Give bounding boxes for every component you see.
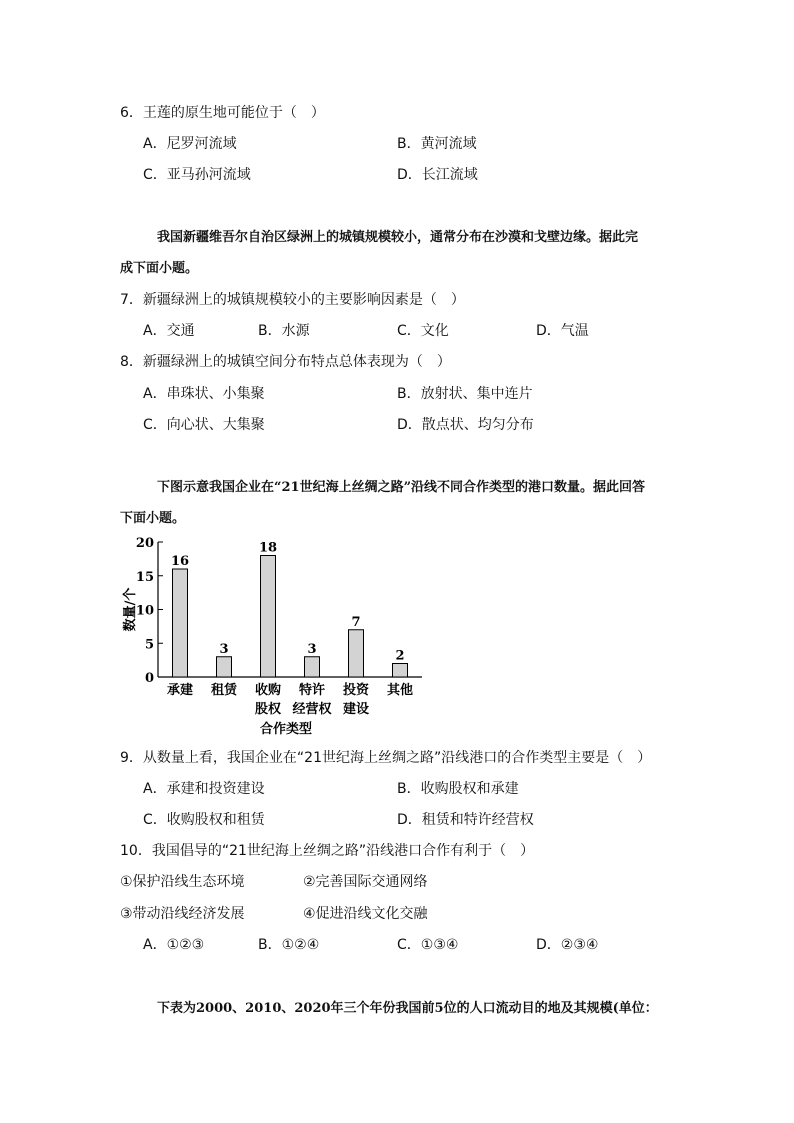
bar-value-label: 3 — [307, 641, 317, 657]
y-tick-label: 20 — [135, 536, 154, 551]
x-category-label: 承建 — [166, 683, 194, 698]
q7-option-a: A．交通 — [143, 323, 195, 339]
bar-value-label: 16 — [170, 554, 190, 569]
q6-option-d: D．长江流域 — [397, 167, 478, 183]
x-category-label: 经营权 — [292, 702, 332, 717]
x-category-label: 投资 — [342, 683, 370, 698]
x-category-label: 股权 — [254, 702, 282, 717]
bar-0 — [173, 569, 188, 677]
q10-statement-2: ②完善国际交通网络 — [303, 874, 428, 890]
bar-3 — [305, 657, 320, 677]
q6-option-a: A．尼罗河流域 — [143, 136, 237, 152]
q9-option-c: C．收购股权和租赁 — [143, 812, 265, 828]
q8-option-d: D．散点状、均匀分布 — [397, 417, 534, 433]
x-axis-label: 合作类型 — [259, 722, 313, 737]
bar-5 — [393, 664, 408, 678]
q8-stem: 8．新疆绿洲上的城镇空间分布特点总体表现为（ ） — [120, 354, 451, 370]
y-tick-label: 10 — [135, 603, 154, 619]
bar-value-label: 3 — [219, 641, 229, 657]
q9-option-b: B．收购股权和承建 — [397, 781, 519, 797]
passage2-line1: 下图示意我国企业在“21世纪海上丝绸之路”沿线不同合作类型的港口数量。据此回答 — [157, 480, 646, 495]
x-category-label: 租赁 — [210, 683, 238, 698]
q10-option-b: B．①②④ — [258, 937, 320, 953]
q10-option-c: C．①③④ — [397, 937, 459, 953]
q9-option-d: D．租赁和特许经营权 — [397, 812, 534, 828]
y-tick-label: 15 — [135, 569, 154, 585]
bar-2 — [261, 556, 276, 678]
y-tick-label: 5 — [144, 637, 154, 653]
passage2-line2: 下面小题。 — [120, 511, 186, 526]
bar-value-label: 7 — [351, 614, 361, 630]
q7-option-c: C．文化 — [397, 323, 449, 339]
x-category-label: 其他 — [386, 683, 414, 698]
passage1-line1: 我国新疆维吾尔自治区绿洲上的城镇规模较小，通常分布在沙漠和戈壁边缘。据此完 — [157, 230, 639, 245]
q8-option-c: C．向心状、大集聚 — [143, 417, 265, 433]
bar-4 — [349, 630, 364, 677]
q7-option-b: B．水源 — [258, 323, 310, 339]
q6-option-c: C．亚马孙河流域 — [143, 167, 251, 183]
port-cooperation-bar-chart — [110, 530, 430, 740]
q6-option-b: B．黄河流域 — [397, 136, 477, 152]
bar-value-label: 18 — [258, 540, 278, 556]
x-category-label: 收购 — [254, 683, 282, 698]
bar-1 — [217, 657, 232, 677]
q8-option-b: B．放射状、集中连片 — [397, 386, 533, 402]
q10-statement-4: ④促进沿线文化交融 — [303, 906, 428, 922]
q9-stem: 9．从数量上看，我国企业在“21世纪海上丝绸之路”沿线港口的合作类型主要是（ ） — [120, 750, 652, 766]
y-axis-label: 数量/个 — [123, 587, 138, 632]
x-category-label: 建设 — [342, 702, 370, 717]
q7-option-d: D．气温 — [536, 323, 589, 339]
passage1-line2: 成下面小题。 — [120, 261, 199, 276]
q6-stem: 6．王莲的原生地可能位于（ ） — [120, 105, 325, 121]
q10-statement-3: ③带动沿线经济发展 — [120, 906, 245, 922]
q10-stem: 10．我国倡导的“21世纪海上丝绸之路”沿线港口合作有利于（ ） — [120, 843, 535, 859]
passage3-line1: 下表为2000、2010、2020年三个年份我国前5位的人口流动目的地及其规模(单位： — [157, 1001, 658, 1016]
q10-option-d: D．②③④ — [536, 937, 599, 953]
q9-option-a: A．承建和投资建设 — [143, 781, 265, 797]
q10-statement-1: ①保护沿线生态环境 — [120, 874, 245, 890]
q8-option-a: A．串珠状、小集聚 — [143, 386, 265, 402]
y-tick-label: 0 — [144, 671, 154, 686]
bar-value-label: 2 — [395, 648, 405, 664]
q7-stem: 7．新疆绿洲上的城镇规模较小的主要影响因素是（ ） — [120, 292, 465, 308]
q10-option-a: A．①②③ — [143, 937, 205, 953]
x-category-label: 特许 — [298, 683, 326, 698]
